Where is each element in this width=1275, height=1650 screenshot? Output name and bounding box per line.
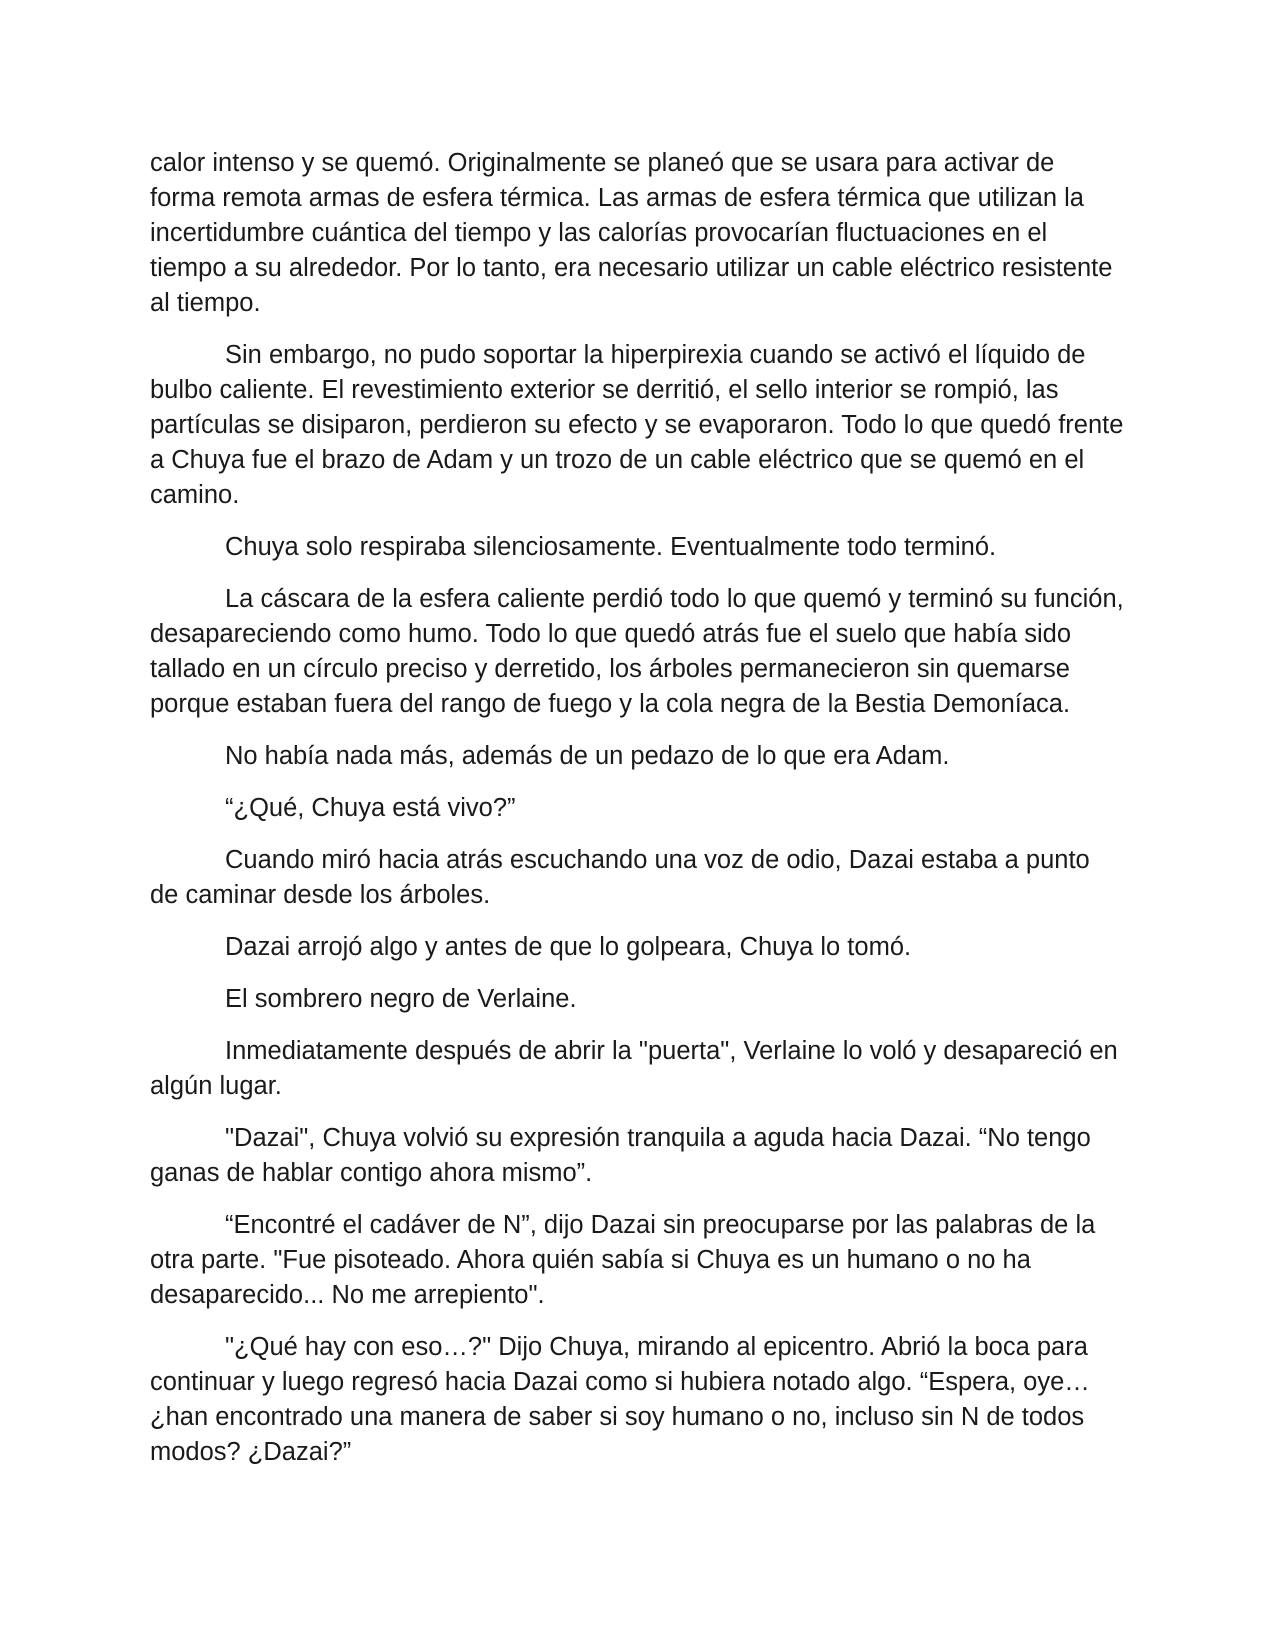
paragraph-4: La cáscara de la esfera caliente perdió todo lo que quemó y terminó su función, desapareciendo como humo. Todo lo que quedó atrás fue el suelo que había sido tallado en un círculo preciso y derretido, los árboles permanecieron sin quemarse porque estaban fuera del rango de fuego y la cola negra de la Bestia Demoníaca.	[150, 585, 1124, 718]
paragraph-10: Inmediatamente después de abrir la "puerta", Verlaine lo voló y desapareció en algún lugar.	[150, 1037, 1118, 1100]
paragraph-3: Chuya solo respiraba silenciosamente. Eventualmente todo terminó.	[225, 533, 997, 561]
paragraph-12: “Encontré el cadáver de N”, dijo Dazai sin preocuparse por las palabras de la otra parte. "Fue pisoteado. Ahora quién sabía si Chuya es un humano o no ha desaparecido... No me arrepiento".	[150, 1211, 1096, 1309]
paragraph-11: "Dazai", Chuya volvió su expresión tranquila a aguda hacia Dazai. “No tengo ganas de hablar contigo ahora mismo”.	[150, 1124, 1091, 1187]
paragraph-1: calor intenso y se quemó. Originalmente se planeó que se usara para activar de forma remota armas de esfera térmica. Las armas de esfera térmica que utilizan la incertidumbre cuántica del tiempo y las calorías provocarían fluctuaciones en el tiempo a su alrededor. Por lo tanto, era necesario utilizar un cable eléctrico resistente al tiempo.	[150, 149, 1113, 317]
paragraph-13: "¿Qué hay con eso…?" Dijo Chuya, mirando al epicentro. Abrió la boca para continuar y luego regresó hacia Dazai como si hubiera notado algo. “Espera, oye… ¿han encontrado una manera de saber si soy humano o no, incluso sin N de todos modos? ¿Dazai?”	[150, 1333, 1090, 1466]
paragraph-5: No había nada más, además de un pedazo de lo que era Adam.	[225, 742, 950, 770]
paragraph-7: Cuando miró hacia atrás escuchando una voz de odio, Dazai estaba a punto de caminar desde los árboles.	[150, 846, 1090, 909]
paragraph-6: “¿Qué, Chuya está vivo?”	[225, 794, 516, 822]
body-text	[150, 146, 1125, 1487]
paragraph-9: El sombrero negro de Verlaine.	[225, 985, 577, 1013]
paragraph-2: Sin embargo, no pudo soportar la hiperpirexia cuando se activó el líquido de bulbo caliente. El revestimiento exterior se derritió, el sello interior se rompió, las partículas se disiparon, perdieron su efecto y se evaporaron. Todo lo que quedó frente a Chuya fue el brazo de Adam y un trozo de un cable eléctrico que se quemó en el camino.	[150, 341, 1124, 509]
paragraph-8: Dazai arrojó algo y antes de que lo golpeara, Chuya lo tomó.	[225, 933, 912, 961]
